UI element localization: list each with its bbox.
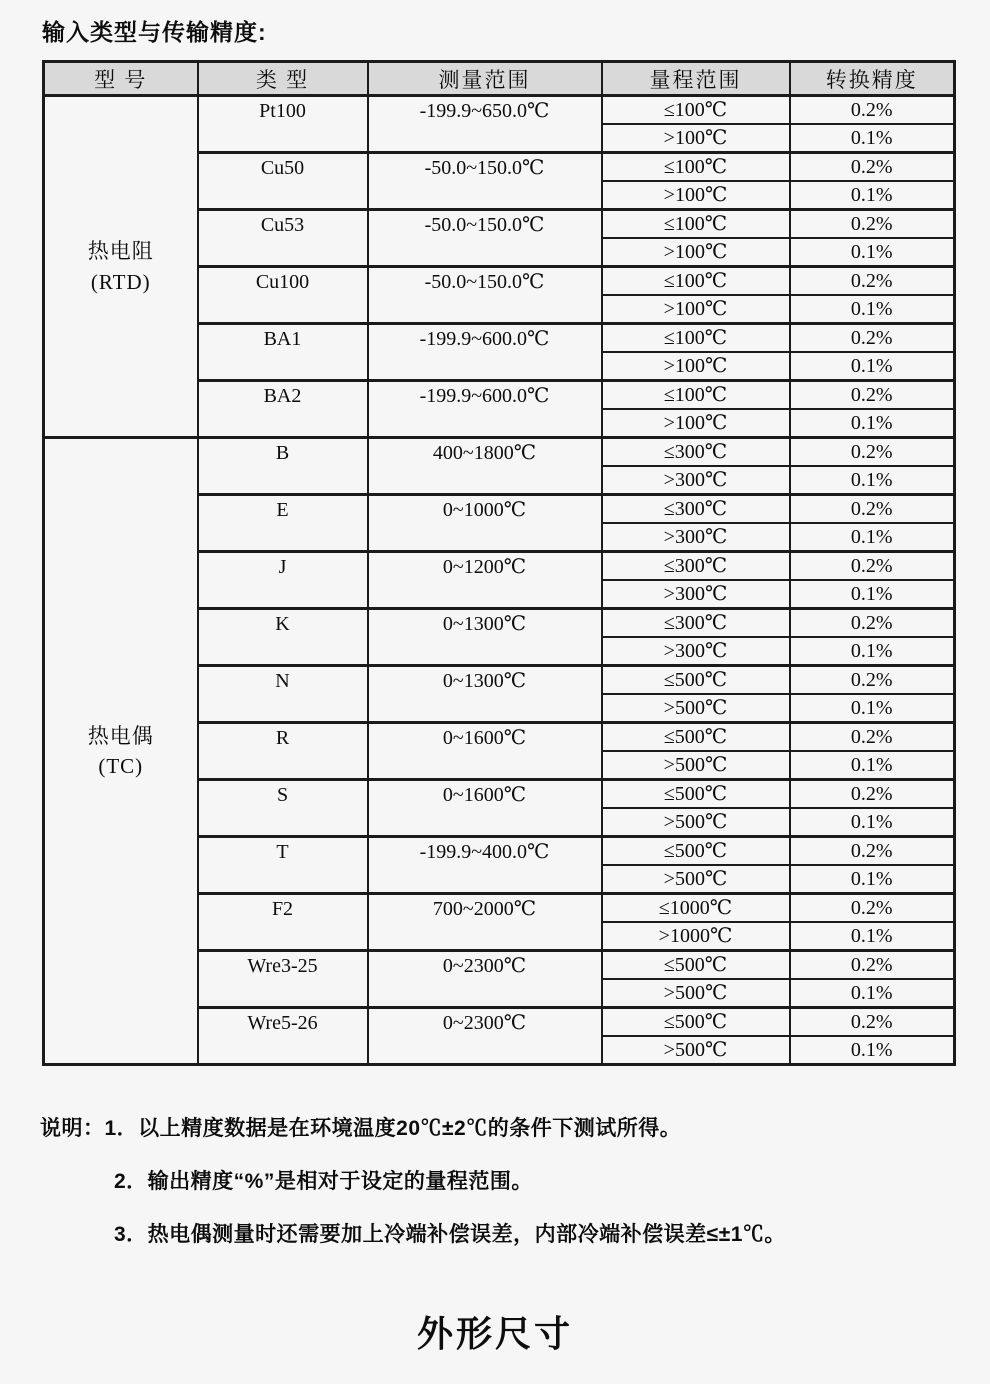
cell-span: ≤100℃ [602,153,790,182]
cell-range: 0~1600℃ [368,723,602,780]
cell-range: -199.9~400.0℃ [368,837,602,894]
cell-span: ≤1000℃ [602,894,790,923]
cell-span: >500℃ [602,1036,790,1065]
cell-accuracy: 0.1% [790,694,955,723]
cell-accuracy: 0.1% [790,808,955,837]
cell-span: >300℃ [602,637,790,666]
cell-span: >300℃ [602,466,790,495]
cell-accuracy: 0.1% [790,295,955,324]
cell-type: Pt100 [198,96,368,153]
cell-type: BA2 [198,381,368,438]
notes-block [40,1112,990,1248]
cell-type: S [198,780,368,837]
header-span-range: 量程范围 [602,62,790,96]
dimension-section-title: 外形尺寸 [416,1313,573,1354]
cell-range: 0~1000℃ [368,495,602,552]
cell-accuracy: 0.1% [790,238,955,267]
cell-accuracy: 0.2% [790,324,955,353]
cell-type: B [198,438,368,495]
model-cell-tc [44,438,198,1065]
cell-span: ≤100℃ [602,210,790,239]
page-title: 输入类型与传输精度: [42,19,267,45]
cell-accuracy: 0.1% [790,181,955,210]
cell-range: -199.9~650.0℃ [368,96,602,153]
cell-accuracy: 0.2% [790,381,955,410]
cell-span: ≤100℃ [602,381,790,410]
note-line-3 [40,1218,990,1248]
cell-range: 400~1800℃ [368,438,602,495]
cell-range: -199.9~600.0℃ [368,324,602,381]
cell-type: Wre3-25 [198,951,368,1008]
cell-span: ≤100℃ [602,96,790,125]
cell-range: 700~2000℃ [368,894,602,951]
cell-accuracy: 0.2% [790,96,955,125]
cell-span: >500℃ [602,694,790,723]
cell-type: E [198,495,368,552]
cell-span: >500℃ [602,865,790,894]
cell-span: ≤500℃ [602,666,790,695]
cell-accuracy: 0.2% [790,495,955,524]
cell-accuracy: 0.2% [790,780,955,809]
model-name: 热电偶 [87,723,154,748]
cell-accuracy: 0.2% [790,609,955,638]
cell-accuracy: 0.1% [790,751,955,780]
cell-accuracy: 0.1% [790,466,955,495]
cell-accuracy: 0.1% [790,352,955,381]
cell-span: >100℃ [602,181,790,210]
note-line-1 [40,1112,990,1142]
cell-span: ≤500℃ [602,951,790,980]
cell-range: -199.9~600.0℃ [368,381,602,438]
cell-span: >100℃ [602,352,790,381]
cell-range: -50.0~150.0℃ [368,210,602,267]
cell-type: Cu50 [198,153,368,210]
header-measure-range: 测量范围 [368,62,602,96]
cell-type: K [198,609,368,666]
note-item-2: 2．输出精度“%”是相对于设定的量程范围。 [114,1170,533,1193]
note-line-2 [40,1165,990,1195]
header-accuracy: 转换精度 [790,62,955,96]
cell-accuracy: 0.2% [790,666,955,695]
cell-accuracy: 0.2% [790,210,955,239]
cell-accuracy: 0.2% [790,267,955,296]
header-type: 类 型 [198,62,368,96]
cell-type: T [198,837,368,894]
cell-type: Wre5-26 [198,1008,368,1065]
cell-accuracy: 0.1% [790,865,955,894]
cell-accuracy: 0.1% [790,1036,955,1065]
model-name: 热电阻 [87,239,154,264]
cell-range: 0~1300℃ [368,666,602,723]
notes-label: 说明： [40,1117,105,1140]
model-sub: (RTD) [90,269,151,294]
cell-accuracy: 0.2% [790,951,955,980]
cell-accuracy: 0.2% [790,894,955,923]
cell-span: >100℃ [602,238,790,267]
cell-range: -50.0~150.0℃ [368,153,602,210]
accuracy-spec-table [42,60,956,1066]
cell-range: 0~2300℃ [368,1008,602,1065]
cell-accuracy: 0.1% [790,979,955,1008]
cell-span: >300℃ [602,523,790,552]
cell-type: R [198,723,368,780]
table-header-row [44,62,955,96]
cell-type: J [198,552,368,609]
cell-span: ≤500℃ [602,837,790,866]
type-group-row [44,96,955,125]
cell-span: ≤500℃ [602,1008,790,1037]
cell-range: 0~1300℃ [368,609,602,666]
cell-accuracy: 0.2% [790,837,955,866]
cell-accuracy: 0.1% [790,523,955,552]
cell-span: ≤300℃ [602,438,790,467]
cell-accuracy: 0.1% [790,409,955,438]
cell-span: >1000℃ [602,922,790,951]
note-item-3: 3．热电偶测量时还需要加上冷端补偿误差，内部冷端补偿误差≤±1℃。 [114,1223,786,1246]
model-cell-rtd [44,96,198,438]
cell-accuracy: 0.2% [790,438,955,467]
cell-type: N [198,666,368,723]
cell-span: ≤100℃ [602,267,790,296]
header-model: 型 号 [44,62,198,96]
cell-span: >500℃ [602,808,790,837]
cell-range: 0~2300℃ [368,951,602,1008]
note-item-1: 1．以上精度数据是在环境温度20℃±2℃的条件下测试所得。 [104,1117,682,1140]
cell-accuracy: 0.2% [790,1008,955,1037]
cell-accuracy: 0.2% [790,552,955,581]
model-sub: (TC) [98,754,144,778]
cell-accuracy: 0.1% [790,637,955,666]
cell-span: >300℃ [602,580,790,609]
type-group-row [44,438,955,467]
cell-span: ≤300℃ [602,609,790,638]
cell-range: -50.0~150.0℃ [368,267,602,324]
cell-span: >100℃ [602,295,790,324]
cell-span: ≤100℃ [602,324,790,353]
cell-span: ≤300℃ [602,552,790,581]
cell-accuracy: 0.1% [790,580,955,609]
cell-type: BA1 [198,324,368,381]
cell-span: >100℃ [602,124,790,153]
cell-accuracy: 0.2% [790,153,955,182]
cell-accuracy: 0.2% [790,723,955,752]
cell-type: Cu100 [198,267,368,324]
cell-range: 0~1200℃ [368,552,602,609]
cell-span: >500℃ [602,979,790,1008]
cell-span: ≤500℃ [602,723,790,752]
cell-type: F2 [198,894,368,951]
cell-range: 0~1600℃ [368,780,602,837]
cell-accuracy: 0.1% [790,124,955,153]
cell-span: >100℃ [602,409,790,438]
cell-span: ≤500℃ [602,780,790,809]
cell-type: Cu53 [198,210,368,267]
cell-span: >500℃ [602,751,790,780]
cell-span: ≤300℃ [602,495,790,524]
cell-accuracy: 0.1% [790,922,955,951]
